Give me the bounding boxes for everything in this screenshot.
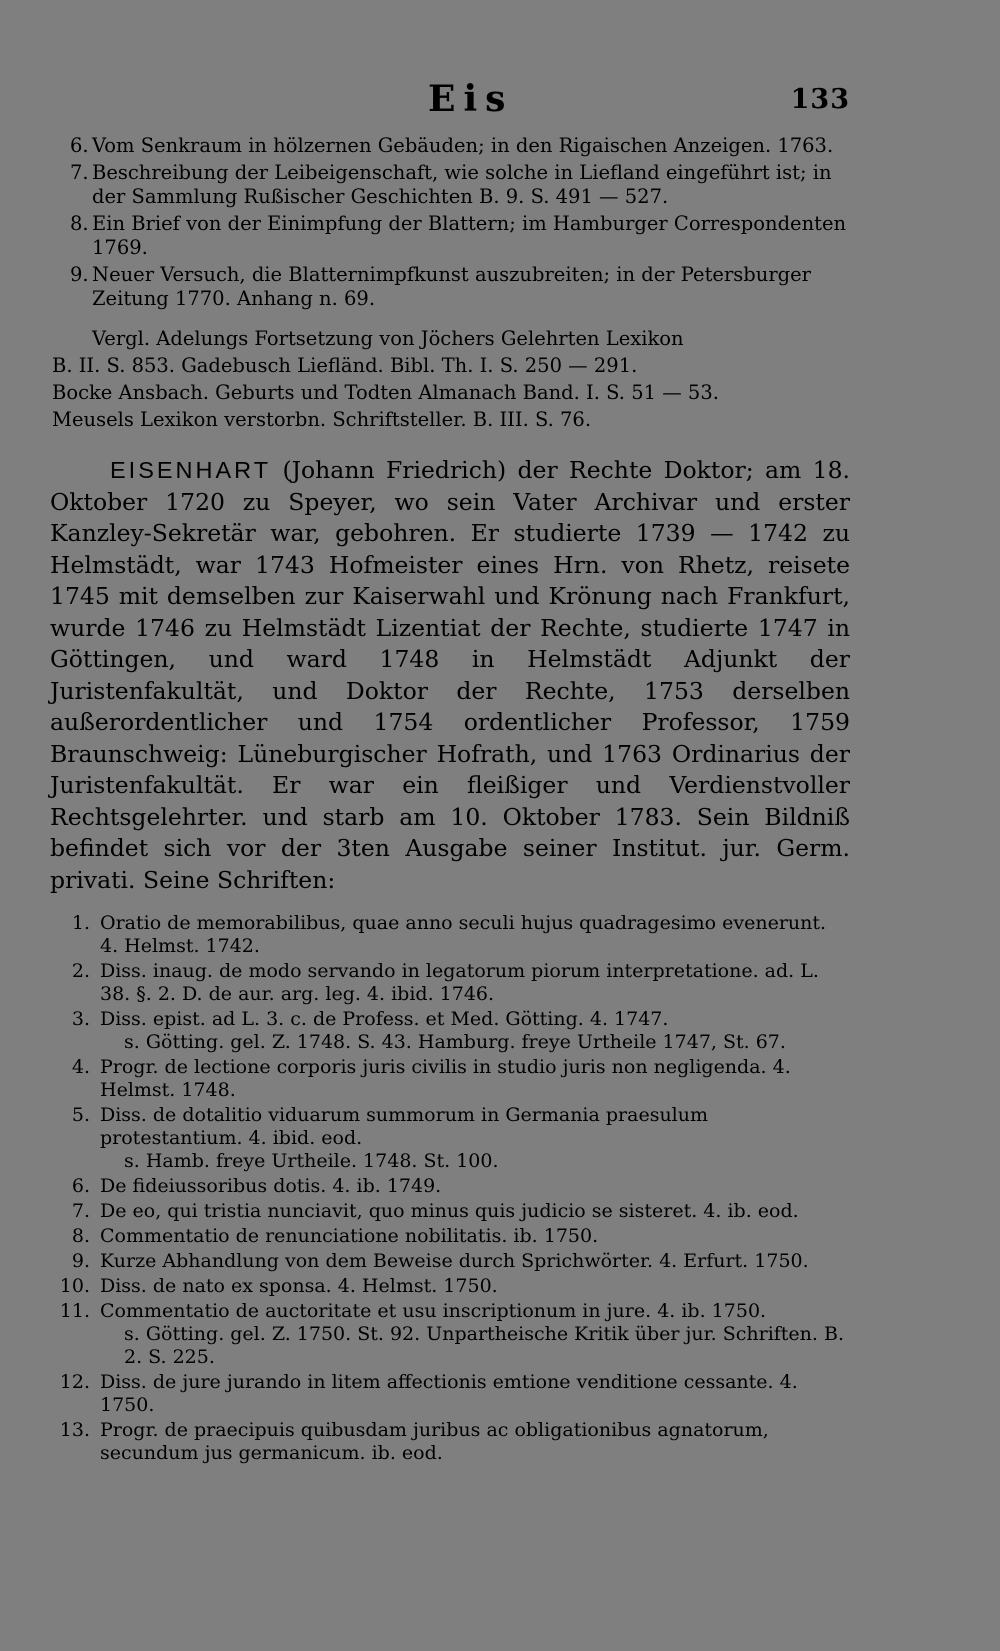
reference-line: Meusels Lexikon verstorbn. Schriftsteller. B. III. S. 76.	[52, 408, 592, 431]
list-item: 12. Diss. de jure jurando in litem affectionis emtione venditione cessante. 4. 1750.	[59, 1371, 798, 1416]
page-number: 133	[790, 84, 850, 115]
list-item: 4. Progr. de lectione corporis juris civilis in studio juris non negligenda. 4. Helmst. 1748.	[71, 1056, 791, 1101]
list-item: 8. Ein Brief von der Einimpfung der Blattern; im Hamburger Correspondenten 1769.	[70, 212, 847, 259]
review-reference: s. Götting. gel. Z. 1748. S. 43. Hamburg. freye Urtheile 1747, St. 67.	[124, 1031, 786, 1053]
list-item: 13. Progr. de praecipuis quibusdam juribus ac obligationibus agnatorum, secundum jus germanicum. ib. eod.	[59, 1419, 769, 1464]
list-item: 8. Commentatio de renunciatione nobilitatis. ib. 1750.	[71, 1225, 599, 1247]
page-header	[50, 78, 850, 134]
references-block	[50, 325, 850, 433]
list-item: 9. Neuer Versuch, die Blatternimpfkunst auszubreiten; in der Petersburger Zeitung 1770. Anhang n. 69.	[70, 263, 812, 310]
list-item: 1. Oratio de memorabilibus, quae anno seculi hujus quadragesimo evenerunt. 4. Helmst. 1742.	[71, 912, 827, 957]
list-item: 9. Kurze Abhandlung von dem Beweise durch Sprichwörter. 4. Erfurt. 1750.	[71, 1250, 809, 1272]
biography-entry	[50, 455, 850, 896]
reference-line: B. II. S. 853. Gadebusch Liefländ. Bibl. Th. I. S. 250 — 291.	[52, 354, 638, 377]
review-reference: s. Götting. gel. Z. 1750. St. 92. Unpartheische Kritik über jur. Schriften. B. 2. S. 225.	[124, 1323, 844, 1368]
list-item: 3. Diss. epist. ad L. 3. c. de Profess. et Med. Götting. 4. 1747. s. Götting. gel. Z. 1748. S. 43. Hamburg. freye Urtheile 1747, St. 67.	[50, 1008, 850, 1054]
list-item: 6. De fideiussoribus dotis. 4. ib. 1749.	[71, 1175, 442, 1197]
continued-works-list	[50, 134, 850, 311]
entry-name: EISENHART	[110, 457, 272, 483]
running-title: Eis	[428, 78, 514, 120]
document-page	[50, 78, 850, 1467]
list-item: 2. Diss. inaug. de modo servando in legatorum piorum interpretatione. ad. L. 38. §. 2. D. de aur. arg. leg. 4. ibid. 1746.	[71, 960, 819, 1005]
reference-line: Bocke Ansbach. Geburts und Todten Almanach Band. I. S. 51 — 53.	[52, 381, 719, 404]
list-item: 5. Diss. de dotalitio viduarum summorum in Germania praesulum protestantium. 4. ibid. eod. s. Hamb. freye Urtheile. 1748. St. 100.	[50, 1104, 850, 1173]
review-reference: s. Hamb. freye Urtheile. 1748. St. 100.	[124, 1150, 499, 1172]
list-item: 6. Vom Senkraum in hölzernen Gebäuden; in den Rigaischen Anzeigen. 1763.	[70, 134, 834, 157]
list-item: 11. Commentatio de auctoritate et usu inscriptionum in jure. 4. ib. 1750. s. Götting. gel. Z. 1750. St. 92. Unpartheische Kritik über jur. Schriften. B. 2. S. 225.	[50, 1300, 850, 1369]
reference-line: Vergl. Adelungs Fortsetzung von Jöchers Gelehrten Lexikon	[92, 327, 684, 350]
works-list	[50, 912, 850, 1465]
list-item: 10. Diss. de nato ex sponsa. 4. Helmst. 1750.	[59, 1275, 498, 1297]
entry-text: (Johann Friedrich) der Rechte Doktor; am 18. Oktober 1720 zu Speyer, wo sein Vater Archivar und erster Kanzley-Sekretär war, gebohren. Er studierte 1739 — 1742 zu Helmstädt, war 1743 Hofmeister eines Hrn. von Rhetz, reisete 1745 mit demselben zur Kaiserwahl und Krönung nach Frankfurt, wurde 1746 zu Helmstädt Lizentiat der Rechte, studierte 1747 in Göttingen, und ward 1748 in Helmstädt Adjunkt der Juristenfakultät, und Doktor der Rechte, 1753 derselben außerordentlicher und 1754 ordentlicher Professor, 1759 Braunschweig: Lüneburgischer Hofrath, und 1763 Ordinarius der Juristenfakultät. Er war ein fleißiger und Verdienstvoller Rechtsgelehrter. und starb am 10. Oktober 1783. Sein Bildniß befindet sich vor der 3ten Ausgabe seiner Institut. jur. Germ. privati. Seine Schriften:	[50, 456, 850, 894]
list-item: 7. De eo, qui tristia nunciavit, quo minus quis judicio se sisteret. 4. ib. eod.	[71, 1200, 799, 1222]
list-item: 7. Beschreibung der Leibeigenschaft, wie solche in Liefland eingeführt ist; in der Sammlung Rußischer Geschichten B. 9. S. 491 — 527.	[70, 161, 832, 208]
